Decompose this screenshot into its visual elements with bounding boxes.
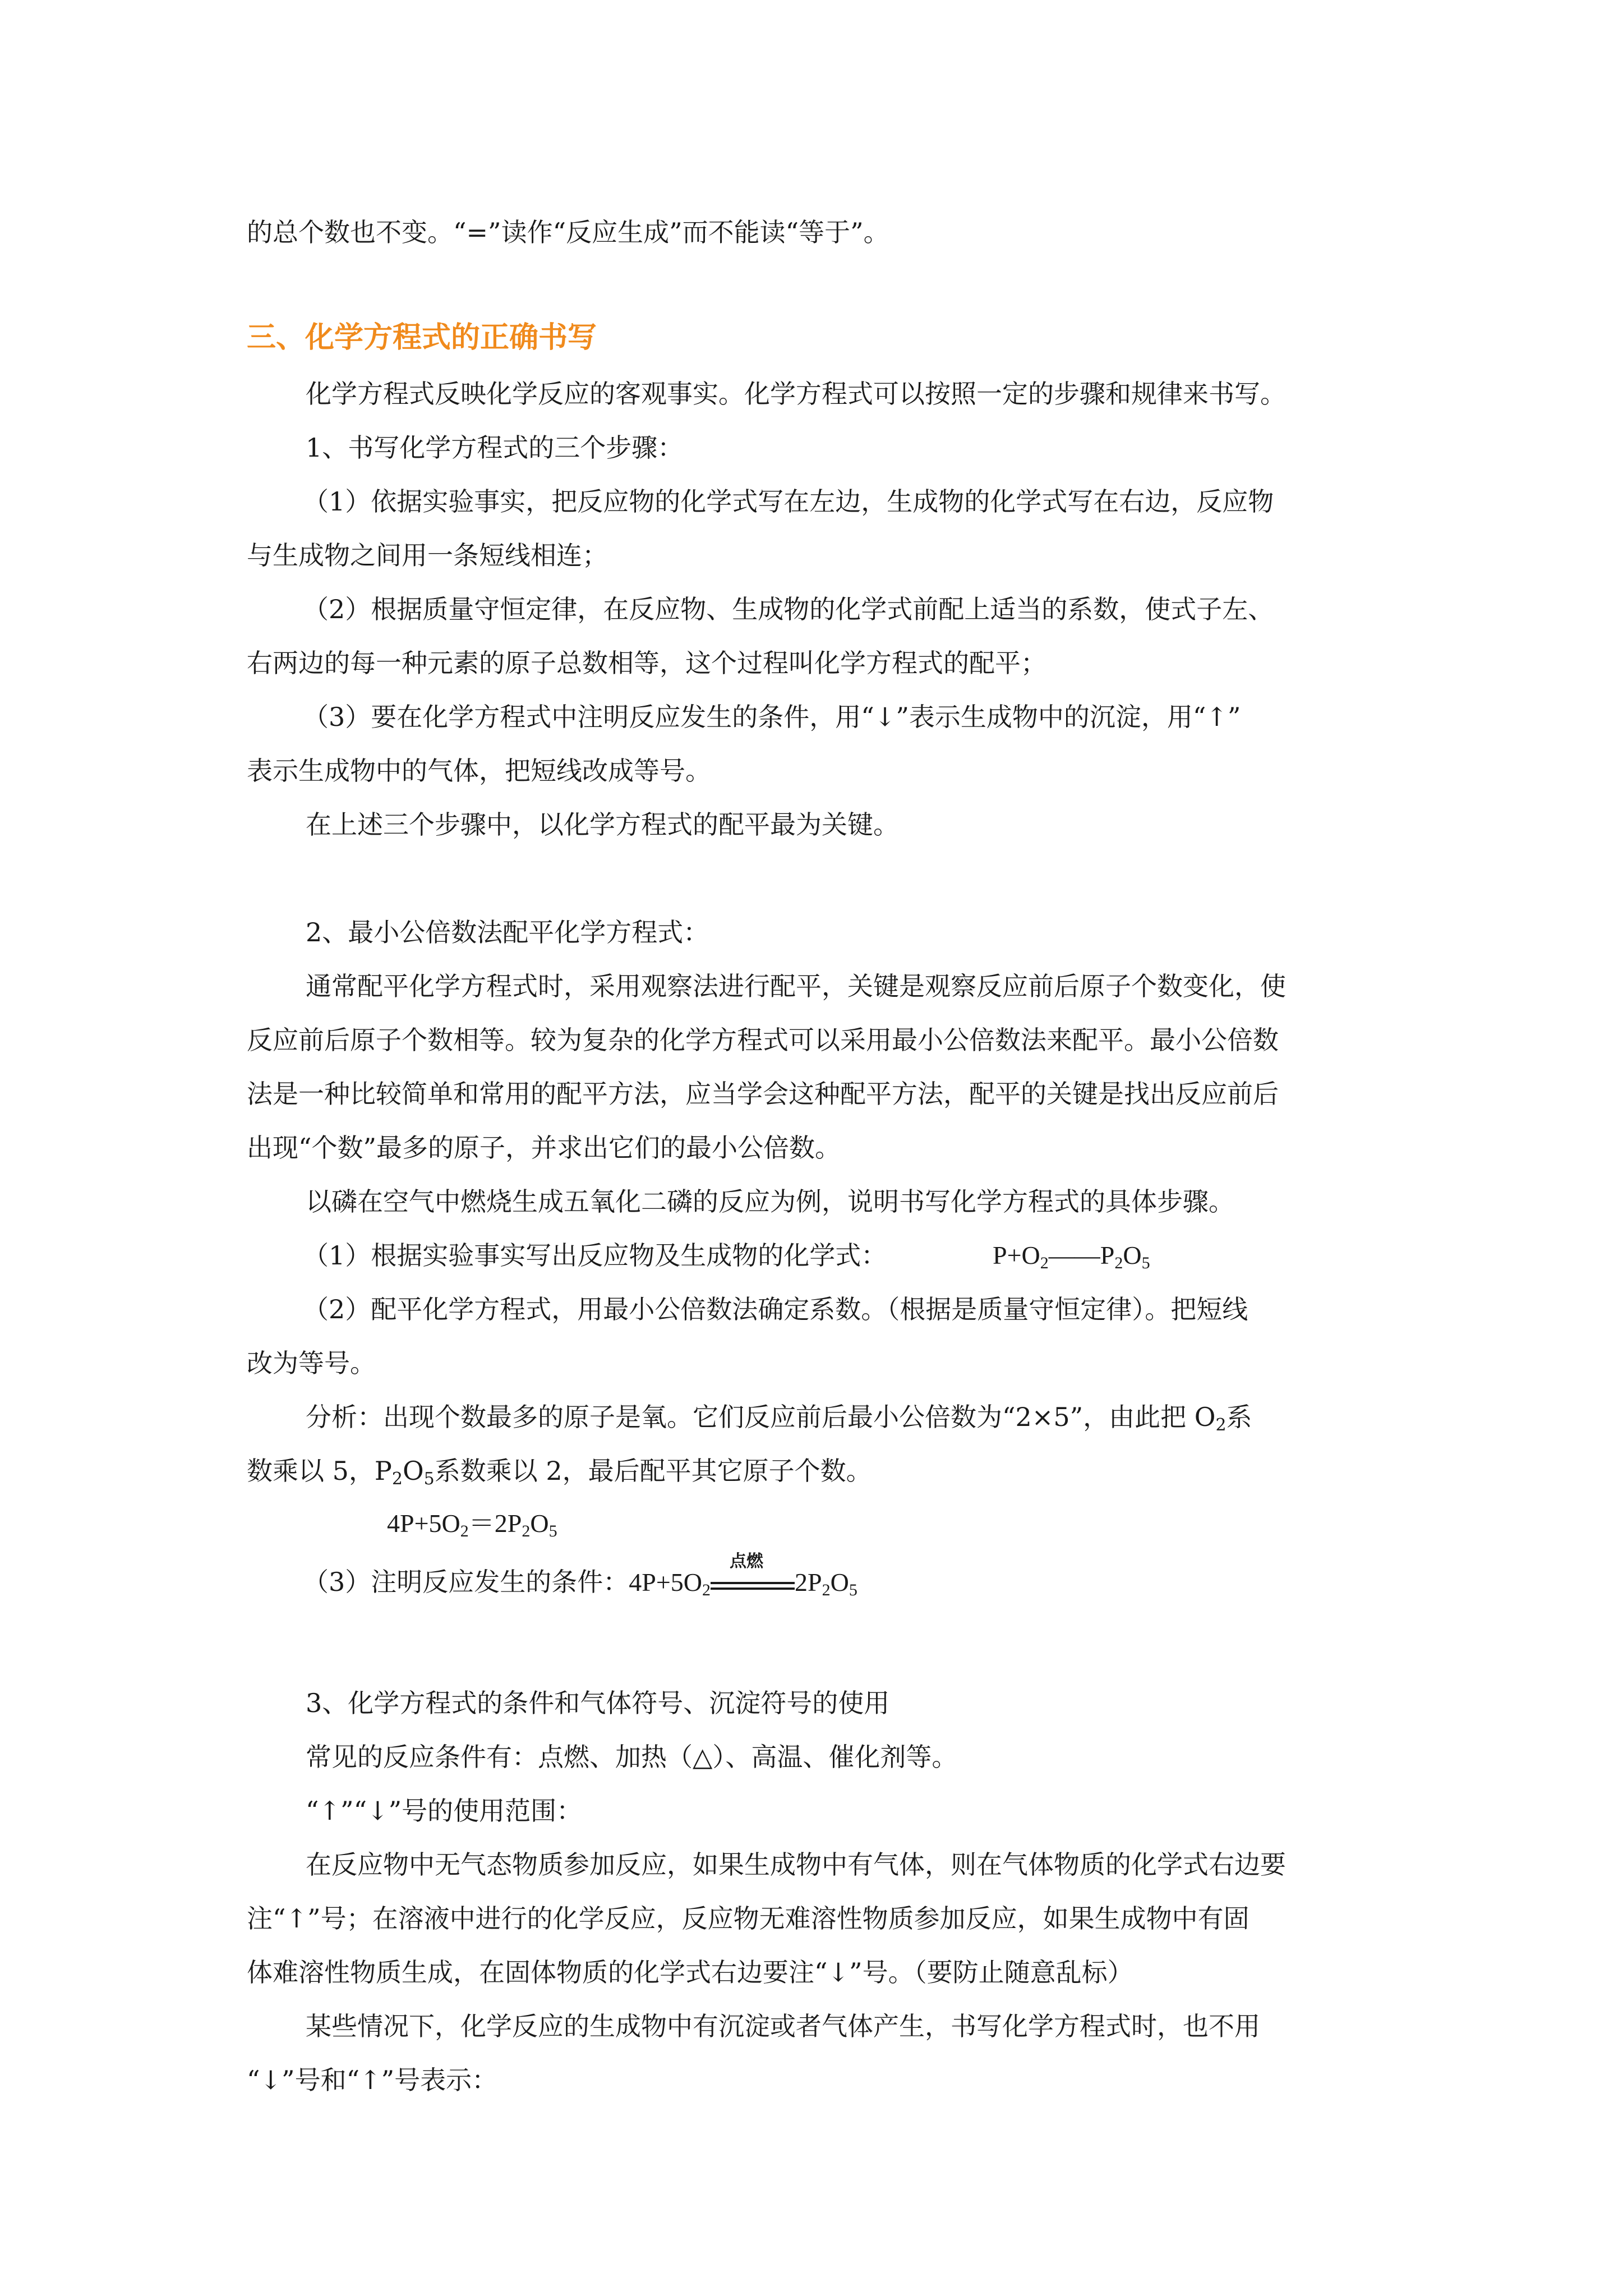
condition-label: 点燃 <box>730 1552 764 1571</box>
formula-subscript: 2 <box>391 1469 403 1489</box>
formula-part: O <box>530 1509 549 1538</box>
text-line: 与生成物之间用一条短线相连； <box>247 540 608 570</box>
formula-subscript: 5 <box>548 1522 557 1540</box>
formula-part: ——P <box>1048 1241 1115 1269</box>
text-line <box>303 1552 857 1599</box>
text-line: （1）依据实验事实，把反应物的化学式写在左边，生成物的化学式写在右边，反应物 <box>303 486 1274 517</box>
text-line: 注“↑”号；在溶液中进行的化学反应，反应物无难溶性物质参加反应，如果生成物中有固 <box>247 1903 1249 1934</box>
formula-subscript: 2 <box>822 1581 831 1599</box>
formula-subscript: 5 <box>849 1581 857 1599</box>
text-line: 2、最小公倍数法配平化学方程式： <box>306 917 709 947</box>
text-part: 系 <box>1226 1402 1252 1432</box>
formula-unbalanced <box>993 1239 1150 1272</box>
formula-subscript: 2 <box>1215 1415 1227 1435</box>
formula-part: O <box>1123 1241 1142 1269</box>
text-line: 右两边的每一种元素的原子总数相等，这个过程叫化学方程式的配平； <box>247 648 1046 678</box>
equals-bar-bottom <box>711 1588 795 1590</box>
formula-subscript: 2 <box>1114 1254 1123 1272</box>
formula-subscript: 2 <box>702 1581 711 1599</box>
formula-subscript: 2 <box>1040 1254 1049 1272</box>
text-line <box>306 1400 1252 1434</box>
formula-subscript: 5 <box>1141 1254 1150 1272</box>
text-part: 数乘以 5，P <box>247 1456 392 1486</box>
equals-bar-top <box>711 1582 795 1584</box>
formula-subscript: 5 <box>423 1469 435 1489</box>
text-line: 表示生成物中的气体，把短线改成等号。 <box>247 756 711 786</box>
formula-subscript: 2 <box>460 1522 469 1540</box>
step-label: （1）根据实验事实写出反应物及生成物的化学式： <box>303 1240 887 1271</box>
formula-part: 4P+5O <box>629 1568 703 1596</box>
step-label: （3）注明反应发生的条件： <box>303 1567 629 1597</box>
text-line: （2）配平化学方程式，用最小公倍数法确定系数。（根据是质量守恒定律）。把短线 <box>303 1294 1248 1324</box>
reaction-condition-equals <box>711 1552 795 1599</box>
text-line: 的总个数也不变。“=”读作“反应生成”而不能读“等于”。 <box>247 217 889 247</box>
formula-part: O <box>830 1568 849 1596</box>
formula-part: 2P <box>795 1568 822 1596</box>
text-part: 系数乘以 2，最后配平其它原子个数。 <box>434 1456 872 1486</box>
text-line: 1、书写化学方程式的三个步骤： <box>306 432 684 463</box>
text-line: 出现“个数”最多的原子，并求出它们的最小公倍数。 <box>247 1133 841 1163</box>
text-line: 以磷在空气中燃烧生成五氧化二磷的反应为例，说明书写化学方程式的具体步骤。 <box>306 1186 1234 1217</box>
text-line <box>247 1454 872 1488</box>
text-line: （2）根据质量守恒定律，在反应物、生成物的化学式前配上适当的系数，使式子左、 <box>303 594 1274 624</box>
text-line: 体难溶性物质生成，在固体物质的化学式右边要注“↓”号。（要防止随意乱标） <box>247 1957 1133 1987</box>
text-line: 某些情况下，化学反应的生成物中有沉淀或者气体产生，书写化学方程式时，也不用 <box>306 2011 1260 2041</box>
formula-part: P+O <box>993 1241 1040 1269</box>
text-line: “↓”号和“↑”号表示： <box>247 2065 498 2095</box>
text-line: 通常配平化学方程式时，采用观察法进行配平，关键是观察反应前后原子个数变化，使 <box>306 971 1286 1001</box>
text-part: O <box>402 1456 424 1486</box>
text-line: 反应前后原子个数相等。较为复杂的化学方程式可以采用最小公倍数法来配平。最小公倍数 <box>247 1025 1279 1055</box>
text-line: 常见的反应条件有：点燃、加热（△）、高温、催化剂等。 <box>306 1742 958 1772</box>
section-heading: 三、化学方程式的正确书写 <box>247 321 597 355</box>
formula-with-condition <box>629 1552 857 1599</box>
text-line <box>303 1239 1150 1272</box>
text-line: 在反应物中无气态物质参加反应，如果生成物中有气体，则在气体物质的化学式右边要 <box>306 1849 1286 1880</box>
text-line: 化学方程式反映化学反应的客观事实。化学方程式可以按照一定的步骤和规律来书写。 <box>306 379 1286 409</box>
text-line: “↑”“↓”号的使用范围： <box>306 1796 583 1826</box>
formula-subscript: 2 <box>522 1522 531 1540</box>
formula-part: 4P+5O <box>387 1509 460 1538</box>
formula-part: ＝2P <box>468 1509 522 1538</box>
text-line: 在上述三个步骤中，以化学方程式的配平最为关键。 <box>306 809 899 840</box>
formula-balanced <box>387 1507 557 1540</box>
text-line: 改为等号。 <box>247 1348 376 1378</box>
text-part: 分析：出现个数最多的原子是氧。它们反应前后最小公倍数为“2×5”，由此把 O <box>306 1402 1216 1432</box>
text-line: （3）要在化学方程式中注明反应发生的条件，用“↓”表示生成物中的沉淀，用“↑” <box>303 702 1241 732</box>
text-line: 法是一种比较简单和常用的配平方法，应当学会这种配平方法，配平的关键是找出反应前后 <box>247 1079 1279 1109</box>
text-line: 3、化学方程式的条件和气体符号、沉淀符号的使用 <box>306 1688 890 1718</box>
